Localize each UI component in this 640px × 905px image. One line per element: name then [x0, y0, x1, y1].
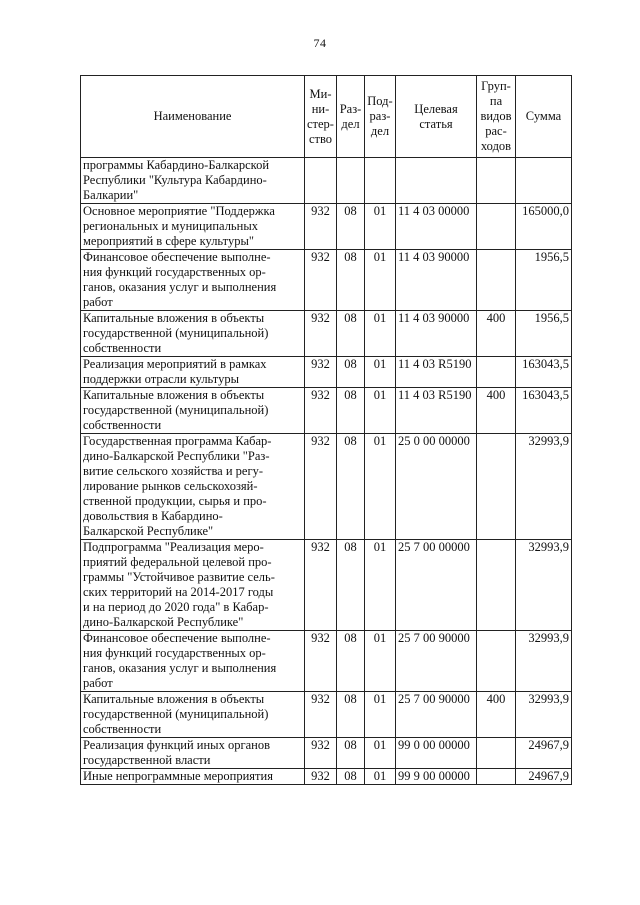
text-line: Подпрограмма "Реализация меро-: [83, 540, 264, 554]
cell-sum: 163043,5: [516, 357, 572, 388]
cell-subsection: 01: [365, 357, 396, 388]
table-row: [81, 738, 572, 769]
cell-target: 99 9 00 00000: [396, 769, 477, 785]
text-line: раз-: [369, 109, 391, 123]
cell-section: 08: [337, 738, 365, 769]
cell-subsection: 01: [365, 631, 396, 692]
header-subsection: [365, 76, 396, 158]
cell-sum: 32993,9: [516, 631, 572, 692]
cell-expense-group: [477, 738, 516, 769]
table-row: [81, 388, 572, 434]
cell-section: [337, 158, 365, 204]
text-line: видов: [480, 109, 512, 123]
cell-expense-group: [477, 357, 516, 388]
cell-name: [81, 540, 305, 631]
cell-expense-group: [477, 540, 516, 631]
text-line: довольствия в Кабардино-: [83, 509, 223, 523]
text-line: витие сельского хозяйства и регу-: [83, 464, 264, 478]
text-line: Капитальные вложения в объекты: [83, 311, 265, 325]
text-line: Капитальные вложения в объекты: [83, 692, 265, 706]
cell-name: [81, 158, 305, 204]
cell-subsection: 01: [365, 540, 396, 631]
cell-name: [81, 250, 305, 311]
cell-section: 08: [337, 692, 365, 738]
text-line: и на период до 2020 года" в Кабар-: [83, 600, 269, 614]
cell-ministry: 932: [305, 357, 337, 388]
cell-sum: 163043,5: [516, 388, 572, 434]
text-line: поддержки отрасли культуры: [83, 372, 239, 386]
text-line: Республики "Культура Кабардино-: [83, 173, 267, 187]
cell-ministry: 932: [305, 204, 337, 250]
header-ministry: [305, 76, 337, 158]
text-line: граммы "Устойчивое развитие сель-: [83, 570, 275, 584]
cell-target: 11 4 03 R5190: [396, 388, 477, 434]
text-line: собственности: [83, 418, 162, 432]
table-row: [81, 631, 572, 692]
cell-target: 25 0 00 00000: [396, 434, 477, 540]
text-line: приятий федеральной целевой про-: [83, 555, 272, 569]
cell-sum: 1956,5: [516, 250, 572, 311]
cell-subsection: 01: [365, 434, 396, 540]
cell-ministry: 932: [305, 388, 337, 434]
table-row: [81, 692, 572, 738]
cell-ministry: 932: [305, 540, 337, 631]
table-header-row: [81, 76, 572, 158]
cell-subsection: [365, 158, 396, 204]
cell-target: 11 4 03 90000: [396, 311, 477, 357]
table-row: [81, 250, 572, 311]
text-line: Иные непрограммные мероприятия: [83, 769, 273, 783]
text-line: дел: [341, 116, 360, 131]
cell-target: 11 4 03 90000: [396, 250, 477, 311]
header-target: [396, 76, 477, 158]
table-row: [81, 769, 572, 785]
cell-section: 08: [337, 250, 365, 311]
text-line: Раз-: [339, 101, 362, 116]
cell-ministry: 932: [305, 434, 337, 540]
text-line: рас-: [485, 124, 507, 138]
text-line: ственной продукции, сырья и про-: [83, 494, 267, 508]
cell-section: 08: [337, 204, 365, 250]
cell-expense-group: [477, 434, 516, 540]
cell-subsection: 01: [365, 738, 396, 769]
text-line: Под-: [367, 94, 393, 108]
cell-expense-group: 400: [477, 311, 516, 357]
table-row: [81, 357, 572, 388]
cell-section: 08: [337, 540, 365, 631]
cell-name: [81, 204, 305, 250]
text-line: ходов: [480, 139, 512, 153]
cell-expense-group: [477, 769, 516, 785]
text-line: Целевая: [414, 101, 458, 116]
text-line: Основное мероприятие "Поддержка: [83, 204, 275, 218]
header-name: Наименование: [81, 76, 305, 158]
cell-section: 08: [337, 388, 365, 434]
table-row: [81, 540, 572, 631]
cell-target: 11 4 03 R5190: [396, 357, 477, 388]
text-line: Груп-: [481, 79, 511, 93]
cell-sum: 32993,9: [516, 434, 572, 540]
text-line: ния функций государственных ор-: [83, 265, 266, 279]
cell-name: [81, 631, 305, 692]
cell-expense-group: [477, 250, 516, 311]
text-line: Ми-: [309, 86, 332, 101]
cell-sum: [516, 158, 572, 204]
text-line: работ: [83, 295, 113, 309]
text-line: статья: [419, 116, 453, 131]
cell-name: [81, 738, 305, 769]
cell-section: 08: [337, 434, 365, 540]
text-line: ганов, оказания услуг и выполнения: [83, 661, 277, 675]
cell-expense-group: [477, 631, 516, 692]
text-line: государственной (муниципальной): [83, 326, 269, 340]
cell-sum: 165000,0: [516, 204, 572, 250]
text-line: Балкарской Республике": [83, 524, 214, 538]
cell-name: [81, 311, 305, 357]
text-line: дино-Балкарской Республики "Раз-: [83, 449, 270, 463]
text-line: государственной (муниципальной): [83, 403, 269, 417]
text-line: дино-Балкарской Республике": [83, 615, 244, 629]
cell-name: [81, 388, 305, 434]
cell-ministry: 932: [305, 250, 337, 311]
cell-expense-group: [477, 158, 516, 204]
cell-section: 08: [337, 631, 365, 692]
text-line: ния функций государственных ор-: [83, 646, 266, 660]
cell-name: [81, 769, 305, 785]
text-line: Капитальные вложения в объекты: [83, 388, 265, 402]
cell-subsection: 01: [365, 692, 396, 738]
text-line: стер-: [307, 116, 334, 131]
text-line: па: [489, 94, 503, 108]
cell-ministry: 932: [305, 631, 337, 692]
cell-ministry: 932: [305, 692, 337, 738]
text-line: государственной власти: [83, 753, 211, 767]
header-section: [337, 76, 365, 158]
table-row: [81, 311, 572, 357]
cell-sum: 32993,9: [516, 540, 572, 631]
text-line: государственной (муниципальной): [83, 707, 269, 721]
text-line: Балкарии": [83, 188, 139, 202]
cell-section: 08: [337, 311, 365, 357]
cell-expense-group: 400: [477, 388, 516, 434]
cell-subsection: 01: [365, 204, 396, 250]
text-line: ни-: [311, 101, 330, 116]
cell-sum: 32993,9: [516, 692, 572, 738]
page-number: 74: [313, 36, 327, 50]
cell-ministry: 932: [305, 769, 337, 785]
cell-target: 25 7 00 90000: [396, 692, 477, 738]
cell-subsection: 01: [365, 388, 396, 434]
table-row: [81, 204, 572, 250]
cell-subsection: 01: [365, 769, 396, 785]
cell-target: [396, 158, 477, 204]
text-line: дел: [370, 124, 390, 138]
table-row: [81, 158, 572, 204]
text-line: Финансовое обеспечение выполне-: [83, 631, 271, 645]
cell-target: 11 4 03 00000: [396, 204, 477, 250]
cell-subsection: 01: [365, 250, 396, 311]
cell-subsection: 01: [365, 311, 396, 357]
cell-expense-group: [477, 204, 516, 250]
cell-target: 25 7 00 90000: [396, 631, 477, 692]
cell-ministry: 932: [305, 738, 337, 769]
text-line: собственности: [83, 341, 162, 355]
cell-name: [81, 357, 305, 388]
cell-section: 08: [337, 357, 365, 388]
cell-ministry: [305, 158, 337, 204]
cell-section: 08: [337, 769, 365, 785]
text-line: Финансовое обеспечение выполне-: [83, 250, 271, 264]
cell-expense-group: 400: [477, 692, 516, 738]
cell-target: 99 0 00 00000: [396, 738, 477, 769]
cell-sum: 24967,9: [516, 769, 572, 785]
cell-sum: 24967,9: [516, 738, 572, 769]
cell-target: 25 7 00 00000: [396, 540, 477, 631]
cell-ministry: 932: [305, 311, 337, 357]
header-sum: Сумма: [516, 76, 572, 158]
text-line: собственности: [83, 722, 162, 736]
text-line: ганов, оказания услуг и выполнения: [83, 280, 277, 294]
table-row: [81, 434, 572, 540]
text-line: Государственная программа Кабар-: [83, 434, 272, 448]
text-line: программы Кабардино-Балкарской: [83, 158, 270, 172]
cell-name: [81, 692, 305, 738]
cell-sum: 1956,5: [516, 311, 572, 357]
header-expense-group: [477, 76, 516, 158]
text-line: Реализация мероприятий в рамках: [83, 357, 267, 371]
text-line: работ: [83, 676, 113, 690]
text-line: мероприятий в сфере культуры": [83, 234, 254, 248]
cell-name: [81, 434, 305, 540]
text-line: лирование рынков сельскохозяй-: [83, 479, 258, 493]
text-line: региональных и муниципальных: [83, 219, 258, 233]
text-line: Реализация функций иных органов: [83, 738, 270, 752]
text-line: ских территорий на 2014-2017 годы: [83, 585, 274, 599]
text-line: ство: [308, 131, 333, 146]
budget-table: [80, 75, 572, 785]
